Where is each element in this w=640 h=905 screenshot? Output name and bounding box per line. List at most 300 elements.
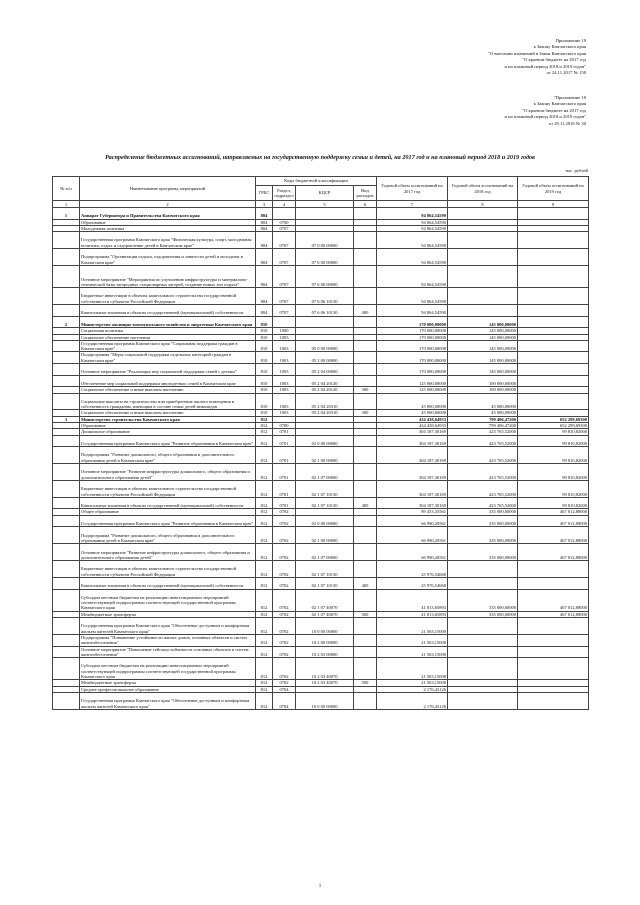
row-name: Основное мероприятие "Повышение сейсмоустойчивости основных объектов и систем жизнеобеспечения": [80, 646, 256, 658]
row-sum-2019: [518, 265, 589, 287]
row-number: [53, 393, 80, 410]
row-sum-2019: 467 012,88000: [518, 589, 589, 611]
row-sum-2019: [518, 658, 589, 680]
row-sum-2018: 335 000,00000: [448, 527, 518, 544]
table-row: [53, 316, 589, 328]
row-sum-2019: 467 012,88000: [518, 515, 589, 527]
table-row: [53, 305, 589, 317]
row-grbs: 812: [256, 658, 273, 680]
row-number: [53, 692, 80, 709]
row-sum-2018: 799 406,47200: [448, 416, 518, 422]
row-number: 3: [53, 416, 80, 422]
row-vr: [354, 393, 377, 410]
row-vr: [354, 340, 377, 352]
row-section: 1003: [273, 410, 296, 416]
row-number: 2: [53, 316, 80, 328]
header-sum-2017: Годовой объем ассигнований на 2017 год: [377, 177, 448, 201]
row-vr: 400: [354, 497, 377, 509]
row-section: [273, 316, 296, 328]
row-section: 0702: [273, 561, 296, 578]
row-sum-2019: 99 810,82000: [518, 464, 589, 481]
row-name: Министерство строительства Камчатского края: [80, 416, 256, 422]
row-kcsr: 07 6 06 00000: [296, 265, 354, 287]
row-vr: [354, 208, 377, 220]
row-name: Государственная программа Камчатского края "Развитие образования в Камчатском крае": [80, 435, 256, 447]
row-section: 0701: [273, 447, 296, 464]
appendix-line: Приложение 19: [555, 38, 586, 43]
row-sum-2018: [448, 646, 518, 658]
row-kcsr: 10 2 03 00000: [296, 646, 354, 658]
row-section: 0702: [273, 515, 296, 527]
row-sum-2019: [518, 561, 589, 578]
row-vr: [354, 480, 377, 497]
row-vr: [354, 646, 377, 658]
row-name: Молодежная политика: [80, 225, 256, 231]
row-sum-2018: 335 000,00000: [448, 544, 518, 561]
row-kcsr: [296, 316, 354, 328]
row-kcsr: 05 0 00 00000: [296, 340, 354, 352]
row-sum-2017: 21 563,15000: [377, 658, 448, 680]
row-name: Государственная программа Камчатского края "Социальная поддержка граждан в Камчатском крае": [80, 340, 256, 352]
row-vr: [354, 288, 377, 305]
row-grbs: 812: [256, 497, 273, 509]
table-row: [53, 618, 589, 635]
row-section: 0702: [273, 646, 296, 658]
table-row: [53, 544, 589, 561]
row-section: 0702: [273, 544, 296, 561]
row-number: [53, 265, 80, 287]
row-sum-2019: [518, 364, 589, 376]
row-sum-2018: 423 765,52000: [448, 464, 518, 481]
table-row: [53, 692, 589, 709]
row-grbs: 812: [256, 422, 273, 428]
appendix-line: "О внесении изменений в Закон Камчатского края: [488, 50, 586, 56]
row-sum-2017: 66 990,20561: [377, 527, 448, 544]
row-sum-2019: [518, 692, 589, 709]
row-sum-2017: 25 976,54668: [377, 561, 448, 578]
row-kcsr: 02 1 07 10130: [296, 578, 354, 590]
row-grbs: 812: [256, 680, 273, 686]
row-kcsr: 02 1 07 10130: [296, 480, 354, 497]
row-sum-2017: 170 000,00000: [377, 316, 448, 328]
row-sum-2017: 434 438,64933: [377, 416, 448, 422]
row-name: Межбюджетные трансферты: [80, 611, 256, 617]
row-kcsr: 02 0 00 00000: [296, 515, 354, 527]
row-number: [53, 435, 80, 447]
row-name: Капитальные вложения в объекты государственной (муниципальной) собственности: [80, 578, 256, 590]
table-row: [53, 393, 589, 410]
row-vr: [354, 544, 377, 561]
row-kcsr: 05 2 04 20310: [296, 410, 354, 416]
row-sum-2017: 41 013,65893: [377, 611, 448, 617]
row-grbs: 812: [256, 618, 273, 635]
row-sum-2019: 652 299,69300: [518, 416, 589, 422]
allocation-table: [52, 176, 589, 710]
row-section: 0702: [273, 680, 296, 686]
row-sum-2017: 66 990,20561: [377, 544, 448, 561]
row-sum-2017: 2 176,43126: [377, 686, 448, 692]
row-sum-2019: [518, 646, 589, 658]
row-section: 1003: [273, 393, 296, 410]
row-sum-2018: 335 000,00000: [448, 611, 518, 617]
appendix-note-original: [505, 95, 586, 127]
row-name: Министерство жилищно-коммунального хозяйства и энергетики Камчатского края: [80, 316, 256, 328]
row-grbs: 812: [256, 515, 273, 527]
row-sum-2019: 99 810,82000: [518, 429, 589, 435]
row-grbs: 810: [256, 393, 273, 410]
row-sum-2019: 99 810,82000: [518, 497, 589, 509]
row-vr: [354, 515, 377, 527]
appendix-note-current: [488, 38, 586, 76]
row-name: Подпрограмма "Повышение устойчивости жилых домов, основных объектов и систем жизнеобеспечения": [80, 634, 256, 646]
row-sum-2018: 45 000,00000: [448, 393, 518, 410]
row-sum-2017: 170 000,00000: [377, 340, 448, 352]
row-name: Социальное обеспечение населения: [80, 334, 256, 340]
row-sum-2017: 89 453,35561: [377, 509, 448, 515]
row-sum-2017: 304 187,30169: [377, 429, 448, 435]
row-sum-2017: 94 864,54590: [377, 232, 448, 249]
row-sum-2017: 94 864,54590: [377, 225, 448, 231]
row-sum-2019: 467 012,88000: [518, 611, 589, 617]
row-sum-2017: 21 563,15000: [377, 634, 448, 646]
table-row: [53, 387, 589, 393]
row-grbs: 804: [256, 219, 273, 225]
row-vr: [354, 316, 377, 328]
row-vr: [354, 375, 377, 387]
row-grbs: 810: [256, 410, 273, 416]
header-kcsr: КЦСР: [296, 186, 354, 201]
row-name: Социальные выплаты на строительство или приобретение жилого помещения в собственность гражданам, имеющим в составе семьи детей-инвалидов: [80, 393, 256, 410]
table-row: [53, 340, 589, 352]
header-sum-2018: Годовой объем ассигнований на 2018 год: [448, 177, 518, 201]
row-kcsr: 05 2 04 20120: [296, 387, 354, 393]
row-vr: 400: [354, 578, 377, 590]
row-sum-2018: 145 000,00000: [448, 316, 518, 328]
row-section: 0702: [273, 527, 296, 544]
row-grbs: 812: [256, 686, 273, 692]
table-row: [53, 646, 589, 658]
row-section: 0701: [273, 464, 296, 481]
appendix-line: к Закону Камчатского края: [533, 101, 586, 107]
row-grbs: 804: [256, 265, 273, 287]
row-number: [53, 447, 80, 464]
table-row: [53, 288, 589, 305]
row-sum-2018: [448, 634, 518, 646]
appendix-line: "О краевом бюджете на 2017 год: [522, 107, 586, 113]
header-num: № п/п: [53, 177, 80, 201]
row-number: [53, 352, 80, 364]
row-section: 0701: [273, 429, 296, 435]
row-sum-2019: [518, 340, 589, 352]
row-sum-2019: 652 299,69300: [518, 422, 589, 428]
row-sum-2017: 304 187,30169: [377, 447, 448, 464]
row-kcsr: 10 0 00 00000: [296, 692, 354, 709]
row-kcsr: 02 1 07 10130: [296, 497, 354, 509]
row-sum-2017: 170 000,00000: [377, 334, 448, 340]
row-number: [53, 658, 80, 680]
row-sum-2019: [518, 634, 589, 646]
row-number: [53, 497, 80, 509]
row-sum-2017: 94 864,54590: [377, 288, 448, 305]
row-kcsr: 05 2 04 20120: [296, 375, 354, 387]
row-grbs: 804: [256, 232, 273, 249]
table-row: [53, 375, 589, 387]
row-vr: [354, 265, 377, 287]
row-sum-2017: 45 000,00000: [377, 410, 448, 416]
row-sum-2018: [448, 692, 518, 709]
row-kcsr: 02 1 00 00000: [296, 527, 354, 544]
row-kcsr: 05 2 00 00000: [296, 352, 354, 364]
appendix-line: и на плановый период 2018 и 2019 годов": [504, 63, 586, 69]
row-sum-2018: [448, 578, 518, 590]
table-row: [53, 634, 589, 646]
row-section: 0707: [273, 249, 296, 266]
header-codes-group: Коды бюджетной классификации: [256, 177, 377, 186]
row-sum-2017: 94 864,54590: [377, 249, 448, 266]
row-sum-2018: [448, 208, 518, 220]
row-sum-2018: 423 765,52000: [448, 497, 518, 509]
row-number: [53, 375, 80, 387]
row-vr: [354, 352, 377, 364]
row-sum-2018: [448, 265, 518, 287]
row-sum-2019: 99 810,82000: [518, 435, 589, 447]
row-number: [53, 480, 80, 497]
appendix-line: и на плановый период 2018 и 2019 годов": [504, 114, 586, 120]
appendix-line: к Закону Камчатского края: [533, 44, 586, 50]
row-sum-2017: 94 864,54590: [377, 265, 448, 287]
row-name: Подпрограмма "Развитие дошкольного, общего образования и дополнительного образования детей в Камчатском крае": [80, 447, 256, 464]
row-vr: [354, 464, 377, 481]
row-grbs: 812: [256, 646, 273, 658]
row-kcsr: [296, 208, 354, 220]
table-row: [53, 352, 589, 364]
row-name: Государственная программа Камчатского края "Физическая культура, спорт, молодежная политика, отдых и оздоровление детей в Камчатском крае": [80, 232, 256, 249]
row-sum-2019: [518, 305, 589, 317]
row-sum-2017: 25 976,54668: [377, 578, 448, 590]
table-row: [53, 464, 589, 481]
row-sum-2019: [518, 578, 589, 590]
row-sum-2019: [518, 375, 589, 387]
row-sum-2018: 799 406,47200: [448, 422, 518, 428]
row-kcsr: 02 1 07 00000: [296, 544, 354, 561]
table-row: [53, 410, 589, 416]
row-sum-2017: 2 176,43126: [377, 692, 448, 709]
row-name: Бюджетные инвестиции в объекты капитального строительства государственной собственности субъектов Российской Федерации: [80, 480, 256, 497]
row-vr: 300: [354, 410, 377, 416]
row-sum-2018: 335 000,00000: [448, 515, 518, 527]
appendix-line: "О краевом бюджете на 2017 год: [522, 57, 586, 63]
row-sum-2017: 94 864,54590: [377, 208, 448, 220]
row-sum-2019: 467 012,88000: [518, 544, 589, 561]
row-name: Социальное обеспечение и иные выплаты населению: [80, 410, 256, 416]
row-number: [53, 232, 80, 249]
row-section: 0707: [273, 288, 296, 305]
row-name: Подпрограмма "Меры социальной поддержки отдельных категорий граждан в Камчатском крае": [80, 352, 256, 364]
row-sum-2019: 99 810,82000: [518, 447, 589, 464]
row-sum-2017: 125 000,00000: [377, 375, 448, 387]
row-sum-2019: 467 012,88000: [518, 509, 589, 515]
row-sum-2017: 304 187,30169: [377, 497, 448, 509]
row-section: 0702: [273, 578, 296, 590]
row-grbs: 812: [256, 561, 273, 578]
row-number: 1: [53, 208, 80, 220]
row-name: Капитальные вложения в объекты государственной (муниципальной) собственности: [80, 305, 256, 317]
row-section: 1003: [273, 375, 296, 387]
row-sum-2017: 94 864,54590: [377, 219, 448, 225]
row-name: Основное мероприятие "Мероприятия по улучшению инфраструктуры и материально-технической базы загородных стационарных лагерей, создание новых зон отдыха": [80, 265, 256, 287]
row-vr: [354, 561, 377, 578]
row-grbs: 812: [256, 611, 273, 617]
row-grbs: 812: [256, 480, 273, 497]
row-grbs: 804: [256, 249, 273, 266]
row-sum-2018: 423 765,52000: [448, 447, 518, 464]
row-section: 1003: [273, 387, 296, 393]
row-vr: [354, 249, 377, 266]
row-sum-2018: 145 000,00000: [448, 334, 518, 340]
row-sum-2019: 99 810,82000: [518, 480, 589, 497]
row-sum-2018: [448, 232, 518, 249]
row-sum-2018: 145 000,00000: [448, 328, 518, 334]
row-number: [53, 634, 80, 646]
row-grbs: 804: [256, 305, 273, 317]
row-kcsr: 10 2 03 40070: [296, 658, 354, 680]
row-vr: 400: [354, 305, 377, 317]
row-name: Основное мероприятие "Развитие инфраструктуры дошкольного, общего образования и дополнительного образования детей": [80, 544, 256, 561]
row-name: Дошкольное образование: [80, 429, 256, 435]
table-row: [53, 265, 589, 287]
row-section: 0701: [273, 435, 296, 447]
row-sum-2017: 170 000,00000: [377, 352, 448, 364]
row-grbs: 812: [256, 429, 273, 435]
row-name: Капитальные вложения в объекты государственной (муниципальной) собственности: [80, 497, 256, 509]
row-sum-2018: 423 765,52000: [448, 429, 518, 435]
row-name: Бюджетные инвестиции в объекты капитального строительства государственной собственности субъектов Российской Федерации: [80, 288, 256, 305]
row-name: Подпрограмма "Развитие дошкольного, общего образования и дополнительного образования детей в Камчатском крае": [80, 527, 256, 544]
row-number: [53, 527, 80, 544]
row-kcsr: 07 6 06 10130: [296, 305, 354, 317]
table-row: [53, 249, 589, 266]
row-number: [53, 618, 80, 635]
row-number: [53, 561, 80, 578]
row-grbs: 812: [256, 634, 273, 646]
row-grbs: 810: [256, 328, 273, 334]
row-section: 0701: [273, 480, 296, 497]
row-grbs: 810: [256, 352, 273, 364]
row-sum-2017: 66 990,20561: [377, 515, 448, 527]
header-index-row: 1 2 3 4 5 6 7 8 9: [53, 201, 589, 208]
row-number: [53, 288, 80, 305]
header-sum-2019: Годовой объем ассигнований на 2019 год: [518, 177, 589, 201]
row-name: Социальная политика: [80, 328, 256, 334]
row-sum-2018: [448, 561, 518, 578]
row-sum-2017: 41 013,65893: [377, 589, 448, 611]
row-number: [53, 589, 80, 611]
row-vr: [354, 435, 377, 447]
page-number: 1: [318, 884, 322, 889]
row-sum-2018: 45 000,00000: [448, 410, 518, 416]
document-title: Распределение бюджетных ассигнований, направляемых на государственную поддержку семьи и детей, на 2017 год и на плановый период 2018 и 2019 годов: [105, 154, 535, 161]
row-vr: [354, 658, 377, 680]
row-sum-2019: [518, 618, 589, 635]
table-row: [53, 447, 589, 464]
row-kcsr: 02 1 07 40070: [296, 589, 354, 611]
table-row: [53, 515, 589, 527]
table-row: [53, 561, 589, 578]
row-grbs: 804: [256, 288, 273, 305]
row-sum-2018: 100 000,00000: [448, 375, 518, 387]
row-sum-2017: 45 000,00000: [377, 393, 448, 410]
row-sum-2019: [518, 232, 589, 249]
row-vr: 300: [354, 387, 377, 393]
row-name: Социальное обеспечение и иные выплаты населению: [80, 387, 256, 393]
table-row: [53, 208, 589, 220]
row-sum-2019: [518, 208, 589, 220]
row-number: [53, 515, 80, 527]
row-name: Межбюджетные трансферты: [80, 680, 256, 686]
row-name: Среднее профессиональное образование: [80, 686, 256, 692]
row-sum-2017: 125 000,00000: [377, 387, 448, 393]
row-section: 1003: [273, 364, 296, 376]
appendix-line: от 24.11.2017 № 150: [546, 70, 586, 76]
row-sum-2017: 304 187,30169: [377, 464, 448, 481]
row-vr: 500: [354, 680, 377, 686]
table-row: [53, 578, 589, 590]
row-number: [53, 464, 80, 481]
row-grbs: 810: [256, 334, 273, 340]
row-number: [53, 340, 80, 352]
row-sum-2017: 21 563,15000: [377, 646, 448, 658]
row-name: Образование: [80, 219, 256, 225]
row-grbs: 812: [256, 416, 273, 422]
units-label: тыс. рублей: [565, 168, 588, 173]
row-sum-2018: 145 000,00000: [448, 352, 518, 364]
row-grbs: 812: [256, 589, 273, 611]
row-kcsr: 07 6 00 00000: [296, 249, 354, 266]
row-sum-2019: [518, 393, 589, 410]
row-sum-2018: 335 000,00000: [448, 589, 518, 611]
row-sum-2017: 170 000,00000: [377, 328, 448, 334]
row-kcsr: 10 0 00 00000: [296, 618, 354, 635]
row-sum-2017: 434 438,64933: [377, 422, 448, 428]
row-vr: [354, 527, 377, 544]
row-sum-2018: 423 765,52000: [448, 435, 518, 447]
table-row: [53, 435, 589, 447]
row-vr: [354, 364, 377, 376]
row-sum-2017: 304 187,30169: [377, 435, 448, 447]
row-section: 0704: [273, 692, 296, 709]
row-sum-2018: 145 000,00000: [448, 340, 518, 352]
table-row: [53, 480, 589, 497]
row-number: [53, 305, 80, 317]
row-sum-2018: [448, 305, 518, 317]
row-kcsr: 05 2 04 20310: [296, 393, 354, 410]
row-name: Государственная программа Камчатского края "Развитие образования в Камчатском крае": [80, 515, 256, 527]
row-section: 0700: [273, 422, 296, 428]
row-kcsr: 10 2 03 40070: [296, 680, 354, 686]
row-name: Основное мероприятие "Развитие инфраструктуры дошкольного, общего образования и дополнительного образования детей": [80, 464, 256, 481]
row-section: [273, 208, 296, 220]
row-section: 0702: [273, 658, 296, 680]
row-section: 1000: [273, 328, 296, 334]
row-name: Образование: [80, 422, 256, 428]
row-vr: [354, 232, 377, 249]
table-row: [53, 658, 589, 680]
row-section: 0707: [273, 305, 296, 317]
row-kcsr: 10 2 00 00000: [296, 634, 354, 646]
row-section: 0702: [273, 611, 296, 617]
row-name: Подпрограмма "Организация отдыха, оздоровления и занятости детей и молодежи в Камчатском крае": [80, 249, 256, 266]
row-vr: [354, 692, 377, 709]
